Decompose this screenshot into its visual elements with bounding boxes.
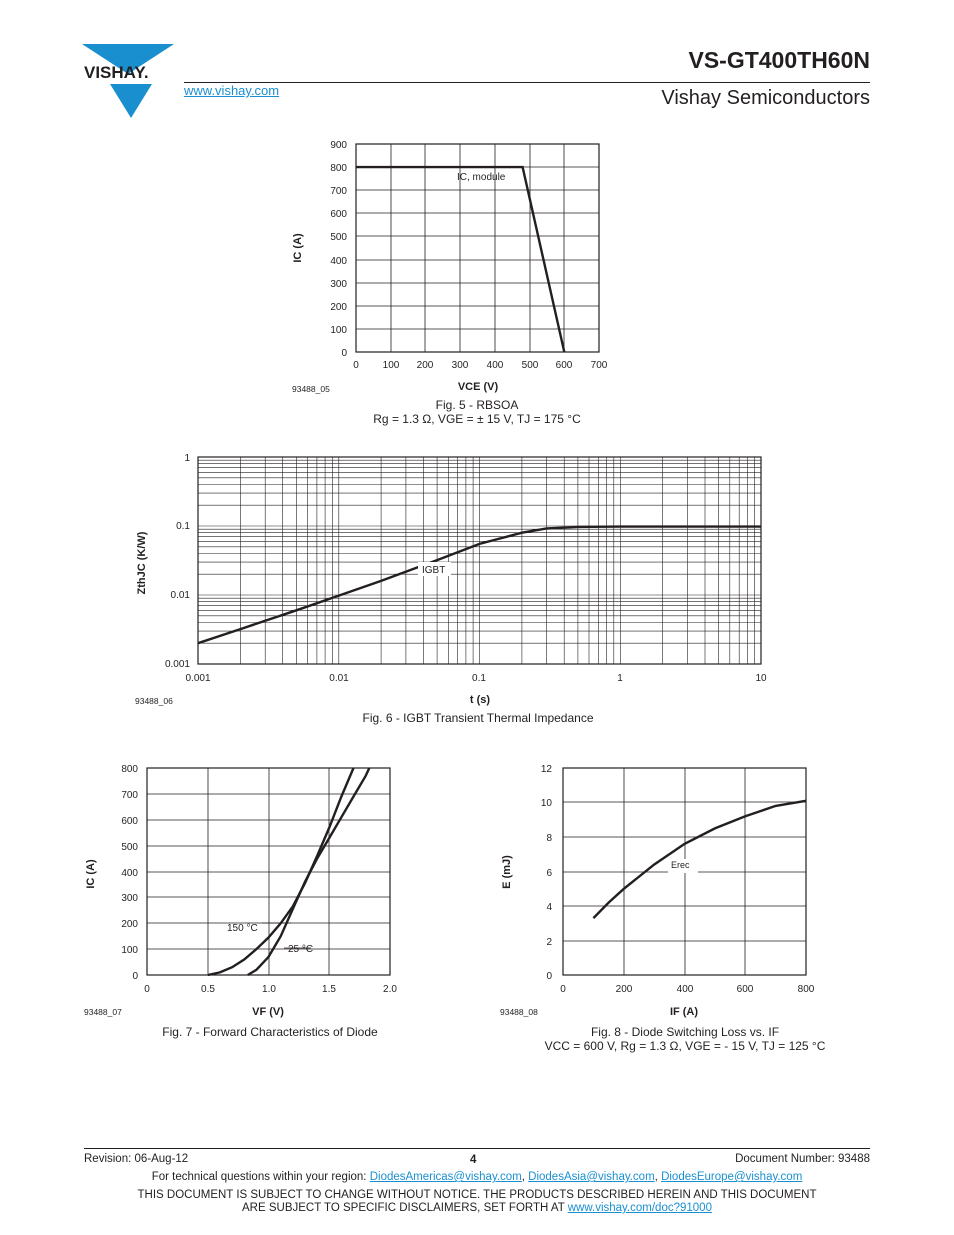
fig7-grid [147, 768, 390, 975]
contact-prefix: For technical questions within your region: [151, 1171, 370, 1183]
page-number: 4 [470, 1154, 477, 1166]
fig7-xtick: 0.5 [201, 984, 215, 995]
fig5-caption-block [300, 398, 654, 426]
fig8-ytick: 4 [546, 902, 552, 913]
fig7-ytick: 700 [121, 790, 138, 801]
fig8-curve [593, 801, 806, 918]
email-europe-link[interactable]: DiodesEurope@vishay.com [661, 1171, 803, 1183]
fig8-ytick: 6 [546, 868, 552, 879]
footer-contact: For technical questions within your region: DiodesAmericas@vishay.com, DiodesAsia@vishay.com, DiodesEurope@vishay.com [151, 1171, 803, 1183]
fig6-annotation: IGBT [422, 565, 446, 576]
logo-text: VISHAY. [84, 63, 149, 82]
fig8-ytick: 0 [546, 971, 552, 982]
fig5-conditions: Rg = 1.3 Ω, VGE = ± 15 V, TJ = 175 °C [373, 412, 581, 426]
fig8-caption-block [500, 1025, 870, 1053]
fig5-ytick: 200 [330, 302, 347, 313]
fig6-chart [128, 450, 778, 710]
fig5-chart [280, 130, 640, 400]
fig6-ytick: 0.001 [164, 659, 190, 670]
fig5-ytick: 500 [330, 232, 347, 243]
fig8-caption: Fig. 8 - Diode Switching Loss vs. IF [590, 1025, 780, 1039]
fig5-ylabel: IC (A) [292, 233, 304, 263]
fig6-caption: Fig. 6 - IGBT Transient Thermal Impedance [362, 711, 594, 725]
footer-revision: Revision: 06-Aug-12 [84, 1153, 189, 1165]
vishay-logo-icon [82, 44, 178, 120]
fig5-caption: Fig. 5 - RBSOA [435, 398, 519, 412]
fig7-ytick: 400 [121, 868, 138, 879]
fig7-ylabel: IC (A) [85, 859, 97, 889]
fig8-conditions: VCC = 600 V, Rg = 1.3 Ω, VGE = - 15 V, TJ = 125 °C [544, 1039, 826, 1053]
part-number: VS-GT400TH60N [688, 47, 870, 73]
fig6-code: 93488_06 [135, 696, 173, 706]
disclaimer-link[interactable]: www.vishay.com/doc?91000 [567, 1202, 712, 1214]
fig8-xtick: 600 [736, 984, 754, 995]
fig5-xtick: 700 [590, 360, 608, 371]
fig5-code: 93488_05 [292, 384, 330, 394]
fig5-ytick: 100 [330, 325, 347, 336]
fig7-xtick: 2.0 [383, 984, 397, 995]
fig8-xtick: 400 [676, 984, 694, 995]
fig8-ytick: 2 [546, 937, 552, 948]
fig7-ytick: 100 [121, 945, 138, 956]
fig7-xtick: 0 [144, 984, 150, 995]
fig7-ytick: 300 [121, 893, 138, 904]
fig8-xtick: 200 [615, 984, 633, 995]
website-link[interactable]: www.vishay.com [184, 83, 280, 98]
fig7-xtick: 1.5 [322, 984, 336, 995]
fig6-xtick: 0.1 [472, 673, 486, 684]
fig6-xtick: 0.01 [329, 673, 349, 684]
fig7-xtick: 1.0 [262, 984, 276, 995]
vishay-logo [82, 44, 178, 125]
fig7-chart [78, 758, 408, 1024]
fig7-xlabel: VF (V) [252, 1006, 284, 1018]
fig8-ylabel: E (mJ) [501, 855, 513, 889]
fig5-xtick: 300 [451, 360, 469, 371]
fig8-ytick: 10 [540, 798, 552, 809]
company-name: Vishay Semiconductors [661, 87, 870, 109]
fig8-code: 93488_08 [500, 1007, 538, 1017]
fig8-xtick: 0 [560, 984, 566, 995]
fig5-xtick: 500 [521, 360, 539, 371]
fig5-ytick: 400 [330, 256, 347, 267]
fig6-ytick: 0.01 [170, 590, 190, 601]
header-divider [184, 82, 870, 83]
footer-disclaimer-2-line [0, 1202, 954, 1214]
footer-disclaimer-2: ARE SUBJECT TO SPECIFIC DISCLAIMERS, SET FORTH AT [242, 1202, 568, 1214]
fig7-ytick: 500 [121, 842, 138, 853]
fig5-xtick: 100 [382, 360, 400, 371]
fig7-caption: Fig. 7 - Forward Characteristics of Diode [162, 1025, 378, 1039]
email-asia-link[interactable]: DiodesAsia@vishay.com [528, 1171, 655, 1183]
fig6-caption-block [300, 711, 656, 725]
fig5-annotation: IC, module [457, 172, 506, 183]
fig8-ytick: 12 [540, 764, 552, 775]
fig7-label-25: 25 °C [288, 944, 314, 955]
fig5-ytick: 900 [330, 140, 347, 151]
footer-divider [84, 1148, 870, 1149]
fig5-xtick: 0 [353, 360, 359, 371]
footer-doc-number: Document Number: 93488 [735, 1153, 870, 1165]
fig5-ytick: 300 [330, 279, 347, 290]
fig6-ylabel: ZthJC (K/W) [136, 531, 148, 595]
fig7-ytick: 200 [121, 919, 138, 930]
fig8-xlabel: IF (A) [669, 1006, 699, 1018]
fig7-ytick: 0 [132, 971, 138, 982]
fig6-ytick: 0.1 [176, 521, 190, 532]
fig7-ytick: 800 [121, 764, 138, 775]
fig5-xlabel: VCE (V) [457, 381, 499, 393]
fig6-ytick: 1 [184, 453, 190, 464]
fig7-curve-150 [208, 768, 354, 975]
fig7-label-150: 150 °C [227, 923, 258, 934]
fig8-chart [494, 758, 830, 1024]
fig5-xtick: 600 [555, 360, 573, 371]
fig6-xtick: 1 [617, 673, 623, 684]
fig5-xtick: 400 [486, 360, 504, 371]
footer-disclaimer-1: THIS DOCUMENT IS SUBJECT TO CHANGE WITHOUT NOTICE. THE PRODUCTS DESCRIBED HEREIN AND THIS DOCUMENT [137, 1189, 817, 1201]
fig7-caption-block [140, 1025, 400, 1039]
fig5-ytick: 0 [341, 348, 347, 359]
fig6-xtick: 0.001 [185, 673, 211, 684]
fig8-annotation: Erec [671, 860, 690, 870]
fig6-grid [198, 457, 761, 664]
email-americas-link[interactable]: DiodesAmericas@vishay.com [369, 1171, 522, 1183]
fig8-xtick: 800 [797, 984, 815, 995]
fig7-ytick: 600 [121, 816, 138, 827]
fig5-ytick: 700 [330, 186, 347, 197]
fig6-log-gridlines [198, 457, 761, 664]
fig5-xtick: 200 [416, 360, 434, 371]
fig7-code: 93488_07 [84, 1007, 122, 1017]
fig6-xlabel: t (s) [469, 694, 491, 706]
fig5-ytick: 800 [330, 163, 347, 174]
fig8-ytick: 8 [546, 833, 552, 844]
fig5-ytick: 600 [330, 209, 347, 220]
fig6-xtick: 10 [755, 673, 767, 684]
